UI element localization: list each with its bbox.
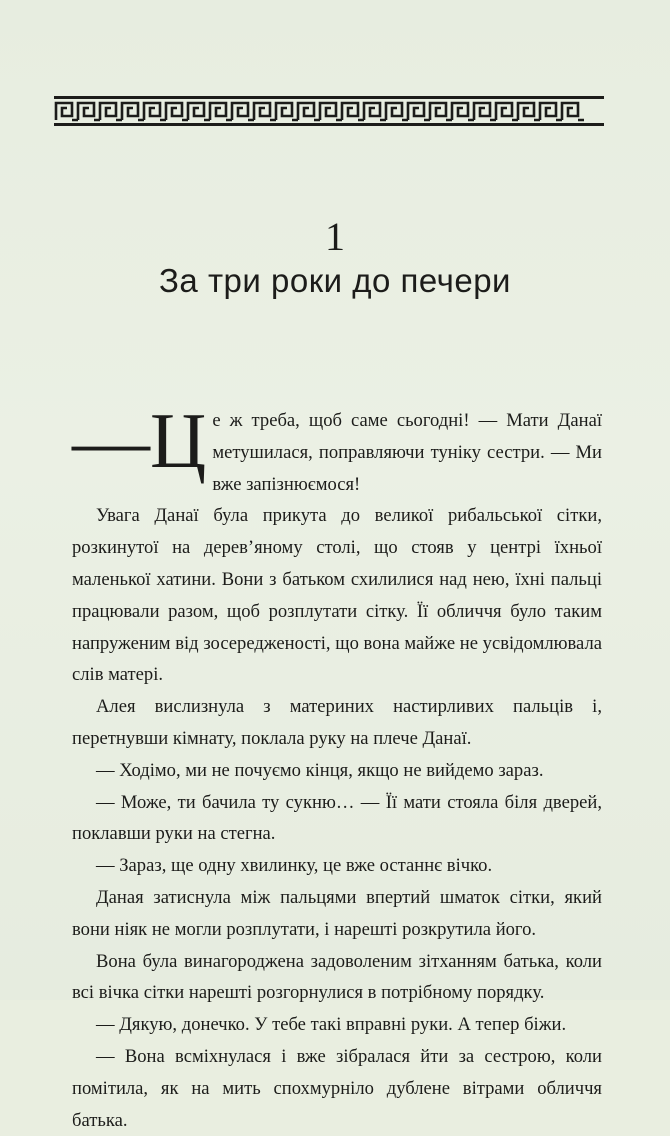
paragraph: Вона була винагороджена задоволеним зітханням батька, коли всі вічка сітки нарешті розгорнулися в потрібному порядку. [72, 950, 602, 1004]
greek-key-ornament [54, 96, 604, 126]
chapter-title: За три роки до печери [158, 262, 511, 299]
paragraph: Увага Данаї була прикута до великої рибальської сітки, розкинутої на дерев’яному столі, що стояв у центрі їхньої маленької хатини. Вони з батьком схилилися над нею, їхні пальці працювали разом, щоб розплутати сітку. Її обличчя було таким напруженим від зосередженості, що вона майже не усвідомлювала слів матері. [72, 505, 602, 686]
paragraph: Алея вислизнула з материних настирливих пальців і, перетнувши кімнату, поклала руку на плече Данаї. [72, 696, 602, 749]
paragraph: Даная затиснула між пальцями впертий шматок сітки, який вони ніяк не могли розплутати, і нарешті розкрутила його. [72, 886, 602, 940]
paragraph: — Вона всміхнулася і вже зібралася йти за сестрою, коли помітила, як на мить спохмурніло дублене вітрами обличчя батька. [72, 1045, 602, 1131]
paragraph: — Дякую, донечко. У тебе такі вправні руки. А тепер біжи. [96, 1014, 567, 1036]
chapter-text [72, 397, 602, 1136]
paragraph: — Зараз, ще одну хвилинку, це вже останнє вічко. [96, 855, 493, 877]
opening-paragraph [72, 397, 602, 500]
paragraph: — Ходімо, ми не почуємо кінця, якщо не вийдемо зараз. [96, 759, 544, 781]
drop-cap: —Ц [72, 397, 207, 484]
chapter-number: 1 [325, 214, 345, 259]
opening-paragraph-text: е ж треба, щоб саме сьогодні! — Мати Данаї метушилася, поправляючи туніку сестри. — Ми вже запізнюємося! [212, 410, 602, 495]
paragraph: — Може, ти бачила ту сукню… — Її мати стояла біля дверей, поклавши руки на стегна. [72, 791, 602, 845]
